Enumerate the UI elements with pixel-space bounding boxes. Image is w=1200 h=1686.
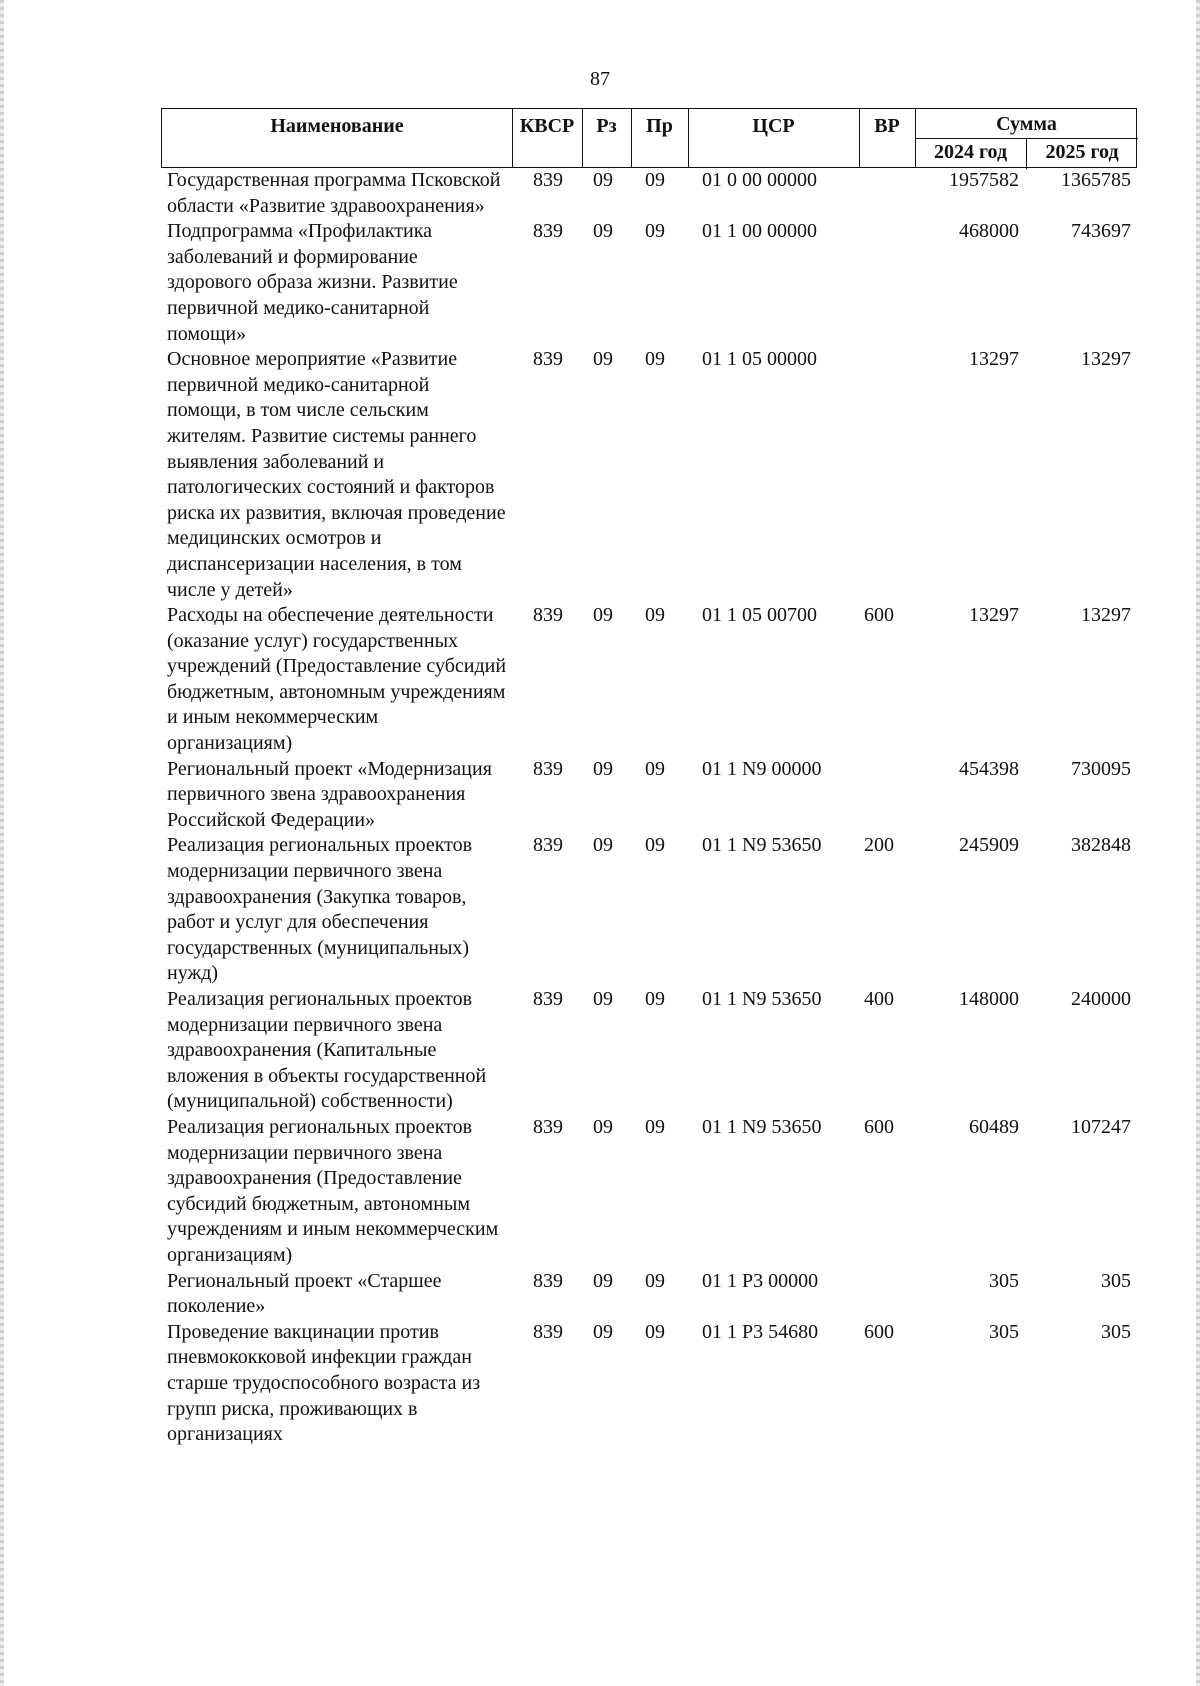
header-pr: Пр — [646, 115, 673, 137]
row-kvsr: 839 — [533, 348, 563, 371]
header-vr: ВР — [874, 115, 900, 137]
row-kvsr: 839 — [533, 757, 563, 780]
row-csr: 01 1 P3 00000 — [702, 1269, 819, 1292]
row-sum-2024: 13297 — [969, 604, 1019, 627]
row-rz: 09 — [593, 1115, 613, 1138]
row-pr: 09 — [645, 757, 665, 780]
row-pr: 09 — [645, 220, 665, 243]
row-vr: 200 — [864, 834, 894, 857]
row-pr: 09 — [645, 348, 665, 371]
row-kvsr: 839 — [533, 1269, 563, 1292]
row-pr: 09 — [645, 169, 665, 191]
row-sum-2025: 240000 — [1071, 988, 1131, 1010]
row-sum-2025: 382848 — [1071, 834, 1131, 857]
row-csr: 01 1 N9 53650 — [702, 834, 822, 857]
table-row — [161, 347, 1141, 603]
row-csr: 01 0 00 00000 — [702, 169, 817, 191]
row-vr: 600 — [864, 1320, 894, 1343]
row-kvsr: 839 — [533, 834, 563, 857]
row-sum-2025: 107247 — [1071, 1115, 1131, 1138]
row-kvsr: 839 — [533, 988, 563, 1010]
table-row — [161, 1269, 1141, 1320]
row-name: Региональный проект «Модернизация первичного звена здравоохранения Российской Федерации» — [167, 757, 492, 831]
row-rz: 09 — [593, 1320, 613, 1343]
row-sum-2025: 305 — [1101, 1269, 1131, 1292]
row-sum-2024: 468000 — [959, 220, 1019, 243]
row-name: Расходы на обеспечение деятельности (оказание услуг) государственных учреждений (Предоставление субсидий бюджетным, автономным учреждениям и иным некоммерческим организациям) — [167, 604, 507, 755]
table-row — [161, 603, 1141, 757]
table-row — [161, 757, 1141, 834]
row-sum-2025: 730095 — [1071, 757, 1131, 780]
row-csr: 01 1 00 00000 — [702, 220, 817, 243]
row-kvsr: 839 — [533, 604, 563, 627]
table-row — [161, 168, 1141, 219]
header-year-2024: 2024 год — [933, 141, 1008, 163]
header-year-2025: 2025 год — [1045, 141, 1119, 163]
row-name: Реализация региональных проектов модернизации первичного звена здравоохранения (Закупка товаров, работ и услуг для обеспечения государственных (муниципальных) нужд) — [167, 834, 473, 985]
row-pr: 09 — [645, 834, 665, 857]
row-name: Основное мероприятие «Развитие первичной медико-санитарной помощи, в том числе сельским жителям. Развитие системы раннего выявления заболеваний и патологических состояний и факторов риска их развития, включая проведение медицинских осмотров и диспансеризации населения, в том числе у детей» — [167, 348, 506, 601]
row-rz: 09 — [593, 988, 613, 1010]
row-rz: 09 — [593, 757, 613, 780]
row-sum-2024: 148000 — [959, 988, 1019, 1010]
row-sum-2024: 13297 — [969, 348, 1019, 371]
row-rz: 09 — [593, 348, 613, 371]
row-name: Подпрограмма «Профилактика заболеваний и формирование здорового образа жизни. Развитие первичной медико-санитарной помощи» — [167, 220, 458, 345]
scan-edge-right — [1196, 0, 1200, 1686]
row-vr: 600 — [864, 1115, 894, 1138]
row-kvsr: 839 — [533, 169, 563, 191]
row-vr: 600 — [864, 604, 894, 627]
row-rz: 09 — [593, 1269, 613, 1292]
row-pr: 09 — [645, 1320, 665, 1343]
table-row — [161, 1115, 1141, 1269]
table-body — [161, 168, 1141, 1448]
row-vr: 400 — [864, 988, 894, 1010]
row-kvsr: 839 — [533, 220, 563, 243]
row-sum-2025: 305 — [1101, 1320, 1131, 1343]
row-sum-2024: 1957582 — [949, 169, 1019, 191]
row-sum-2024: 305 — [989, 1320, 1019, 1343]
row-pr: 09 — [645, 1115, 665, 1138]
row-sum-2025: 1365785 — [1061, 169, 1131, 191]
header-rz: Рз — [596, 115, 617, 137]
table-row — [161, 987, 1141, 1115]
row-pr: 09 — [645, 988, 665, 1010]
row-rz: 09 — [593, 834, 613, 857]
row-name: Реализация региональных проектов модернизации первичного звена здравоохранения (Предоставление субсидий бюджетным, автономным учреждениям и иным некоммерческим организациям) — [167, 1115, 499, 1266]
row-name: Государственная программа Псковской области «Развитие здравоохранения» — [167, 169, 501, 217]
row-csr: 01 1 N9 00000 — [702, 757, 822, 780]
table-row — [161, 833, 1141, 987]
row-csr: 01 1 N9 53650 — [702, 1115, 822, 1138]
page-number: 87 — [590, 68, 610, 90]
row-sum-2024: 60489 — [969, 1115, 1019, 1138]
row-sum-2025: 743697 — [1071, 220, 1131, 243]
row-pr: 09 — [645, 604, 665, 627]
row-pr: 09 — [645, 1269, 665, 1292]
table-row — [161, 219, 1141, 347]
row-name: Региональный проект «Старшее поколение» — [167, 1269, 442, 1318]
row-rz: 09 — [593, 169, 613, 191]
row-sum-2024: 305 — [989, 1269, 1019, 1292]
header-kvsr: КВСР — [519, 115, 575, 137]
scan-edge-left — [0, 0, 4, 1686]
row-rz: 09 — [593, 220, 613, 243]
row-name: Реализация региональных проектов модернизации первичного звена здравоохранения (Капитальные вложения в объекты государственной (муниципальной) собственности) — [167, 988, 487, 1113]
row-sum-2025: 13297 — [1081, 604, 1131, 627]
row-kvsr: 839 — [533, 1320, 563, 1343]
header-name: Наименование — [270, 115, 404, 137]
row-csr: 01 1 P3 54680 — [702, 1320, 819, 1343]
row-sum-2024: 454398 — [959, 757, 1019, 780]
table-header — [161, 108, 1137, 168]
header-sum: Сумма — [996, 113, 1057, 135]
row-csr: 01 1 05 00700 — [702, 604, 817, 627]
row-sum-2025: 13297 — [1081, 348, 1131, 371]
header-csr: ЦСР — [752, 115, 795, 137]
row-sum-2024: 245909 — [959, 834, 1019, 857]
row-name: Проведение вакцинации против пневмококковой инфекции граждан старше трудоспособного возраста из групп риска, проживающих в организациях — [167, 1320, 481, 1446]
row-csr: 01 1 05 00000 — [702, 348, 817, 371]
row-kvsr: 839 — [533, 1115, 563, 1138]
row-rz: 09 — [593, 604, 613, 627]
table-row — [161, 1320, 1141, 1448]
row-csr: 01 1 N9 53650 — [702, 988, 822, 1010]
